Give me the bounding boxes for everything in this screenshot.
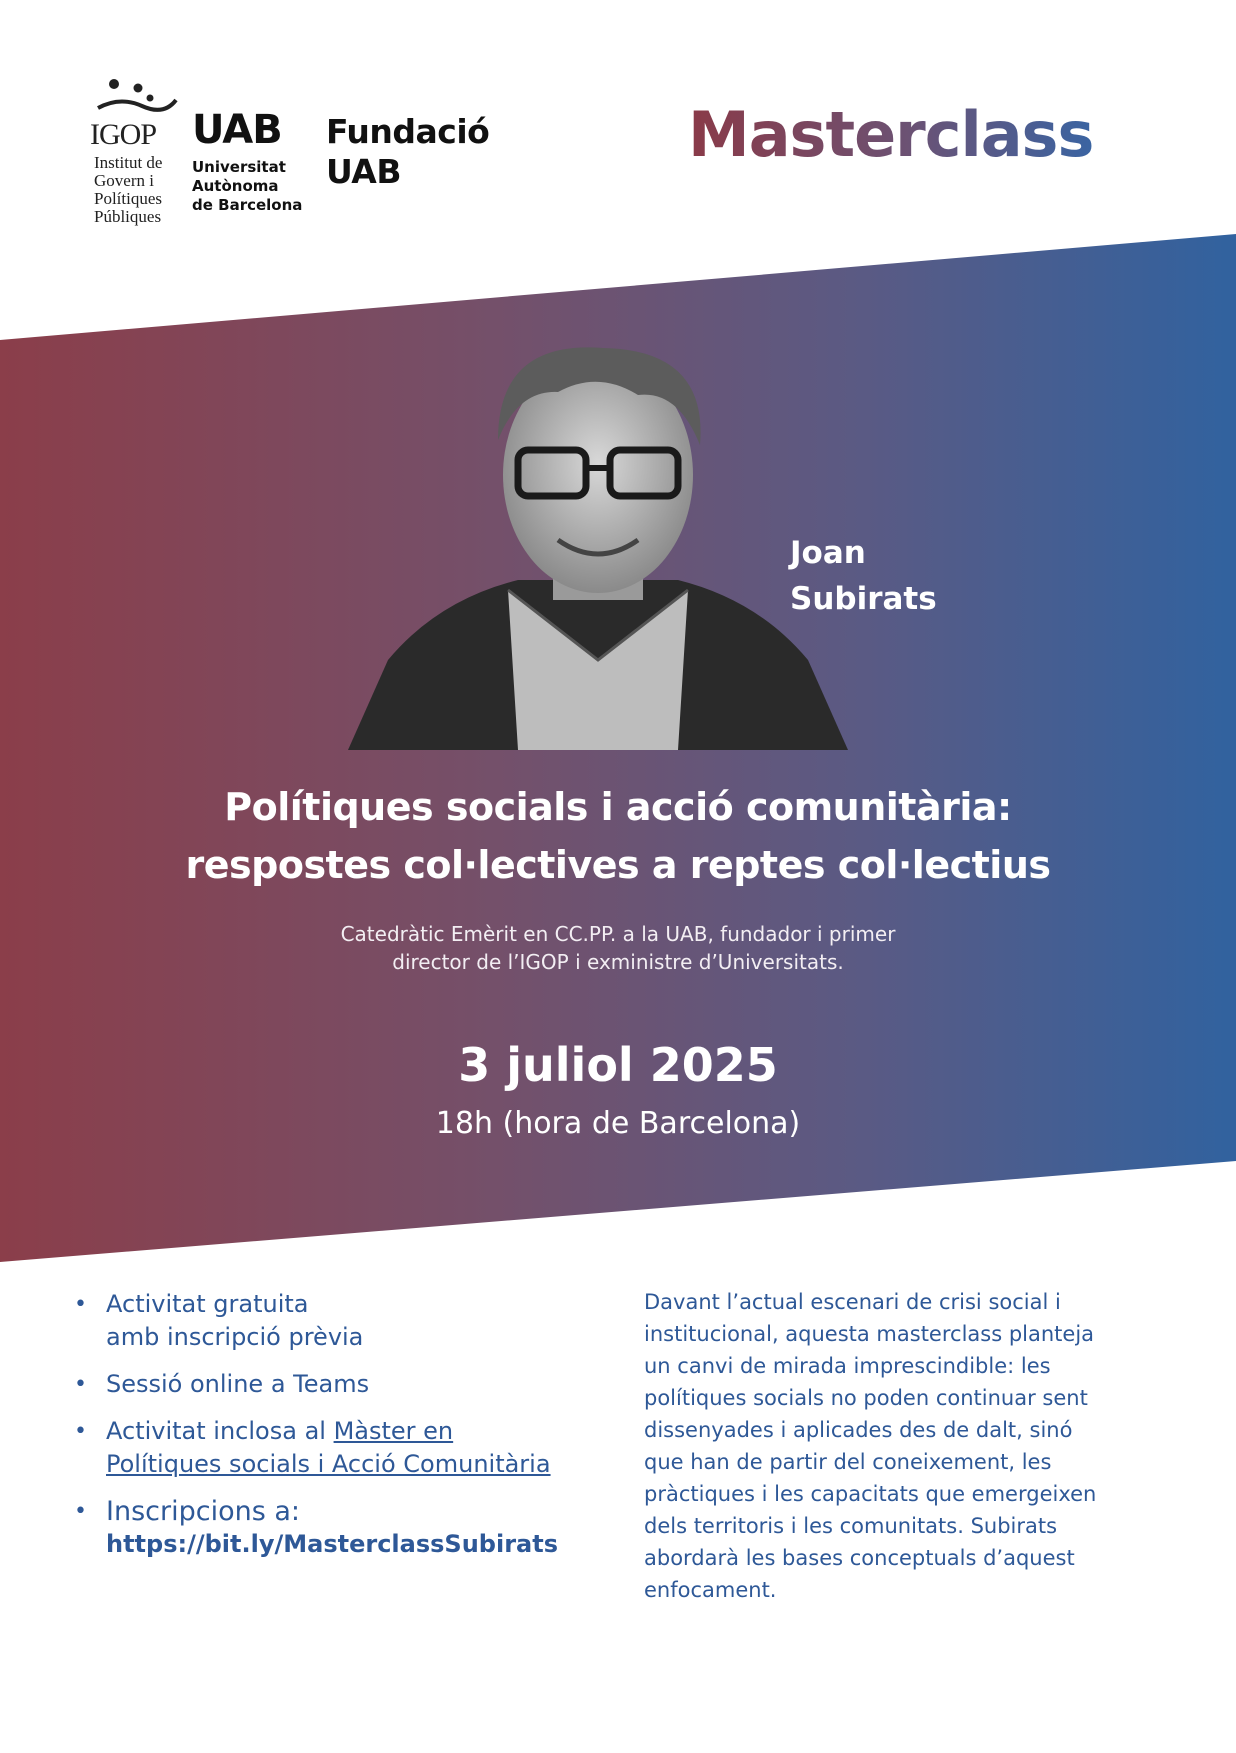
speaker-last-name: Subirats (790, 581, 937, 617)
bullet-icon: • (74, 1419, 87, 1444)
description-line: institucional, aquesta masterclass planteja (644, 1322, 1095, 1346)
description-line: dissenyades i aplicades des de dalt, sinó (644, 1418, 1073, 1442)
speaker-bio (0, 920, 1236, 976)
list-item-master (74, 1415, 634, 1481)
description-line: que han de partir del coneixement, les (644, 1450, 1052, 1474)
talk-title (0, 778, 1236, 894)
description-line: polítiques socials no poden continuar sent (644, 1386, 1088, 1410)
fundacio-line-1: Fundació (326, 112, 490, 151)
description-line: dels territoris i les comunitats. Subirats (644, 1514, 1058, 1538)
list-item-free-activity (74, 1288, 634, 1354)
event-date: 3 juliol 2025 (458, 1038, 778, 1092)
igop-logo (90, 78, 180, 228)
talk-title-line-2: respostes col·lectives a reptes col·lectius (185, 843, 1051, 887)
list-item-text: Sessió online a Teams (106, 1370, 370, 1398)
speaker-first-name: Joan (790, 535, 866, 571)
registration-link[interactable]: https://bit.ly/MasterclassSubirats (106, 1530, 558, 1558)
bullet-icon: • (74, 1499, 87, 1524)
master-link-continued[interactable]: Polítiques socials i Acció Comunitària (106, 1450, 551, 1478)
uab-line-2: Autònoma (192, 177, 279, 195)
uab-logo (192, 107, 303, 215)
description-line: pràctiques i les capacitats que emergeixen (644, 1482, 1097, 1506)
igop-name: IGOP (90, 118, 157, 151)
master-link[interactable]: Màster en (333, 1417, 454, 1445)
bullet-icon: • (74, 1292, 87, 1317)
igop-line-2: Govern i (94, 171, 154, 190)
description-line: abordarà les bases conceptuals d’aquest (644, 1546, 1075, 1570)
masterclass-heading: Masterclass (688, 98, 1094, 171)
description-line: Davant l’actual escenari de crisi social i (644, 1290, 1061, 1314)
uab-line-3: de Barcelona (192, 196, 303, 214)
fundacio-line-2: UAB (326, 152, 401, 191)
igop-line-1: Institut de (94, 153, 163, 172)
list-item-text: Activitat inclosa al (106, 1417, 334, 1445)
bullet-icon: • (74, 1372, 87, 1397)
description-line: un canvi de mirada imprescindible: les (644, 1354, 1051, 1378)
description-paragraph (644, 1286, 1164, 1606)
list-item-text: amb inscripció prèvia (106, 1323, 364, 1351)
uab-line-1: Universitat (192, 158, 286, 176)
igop-line-4: Públiques (94, 207, 162, 226)
description-line: enfocament. (644, 1578, 777, 1602)
event-time: 18h (hora de Barcelona) (435, 1106, 801, 1141)
uab-name: UAB (192, 107, 282, 153)
speaker-name (790, 530, 937, 622)
list-item-registration (74, 1495, 634, 1561)
list-item-text: Activitat gratuita (106, 1290, 309, 1318)
registration-label: Inscripcions a: (106, 1496, 300, 1527)
igop-line-3: Polítiques (94, 189, 163, 208)
fundacio-uab-logo (326, 112, 489, 192)
speaker-portrait (348, 330, 848, 750)
talk-title-line-1: Polítiques socials i acció comunitària: (224, 785, 1012, 829)
info-list (74, 1288, 634, 1575)
igop-mark-icon (90, 78, 180, 118)
list-item-teams-session (74, 1368, 634, 1401)
speaker-bio-line-2: director de l’IGOP i exministre d’Universitats. (392, 950, 844, 974)
speaker-bio-line-1: Catedràtic Emèrit en CC.PP. a la UAB, fundador i primer (340, 922, 896, 946)
